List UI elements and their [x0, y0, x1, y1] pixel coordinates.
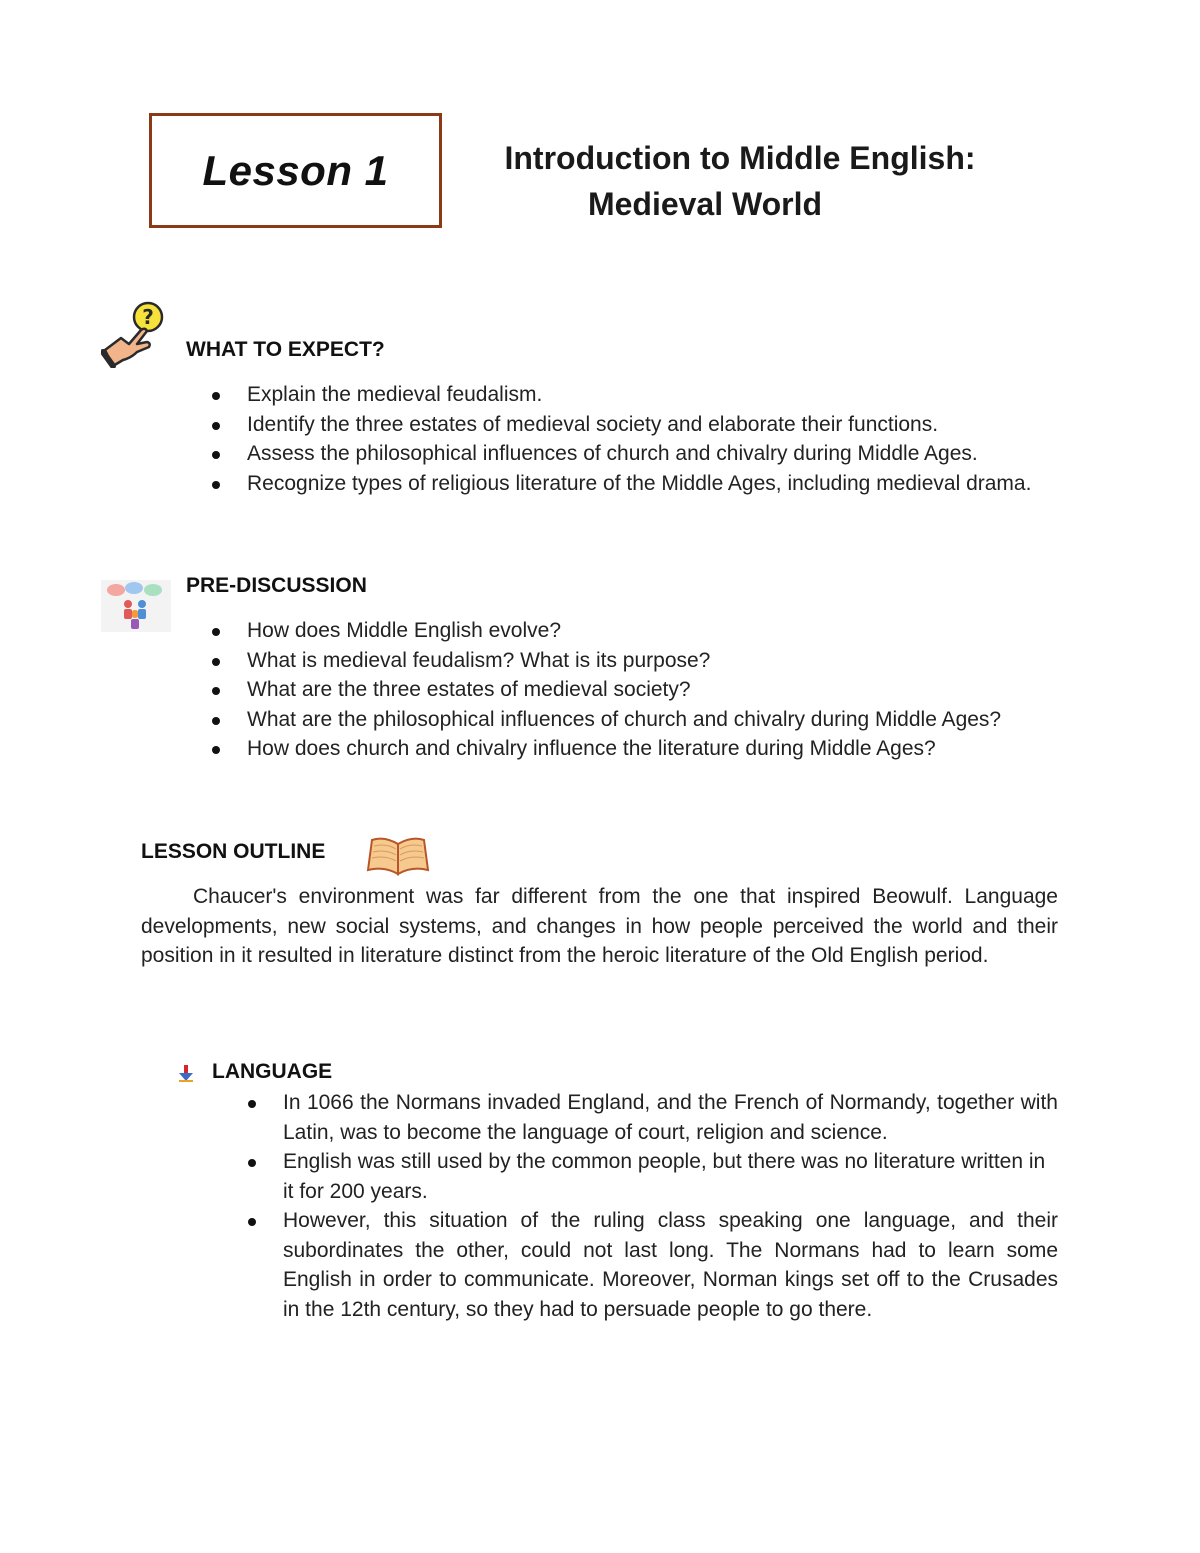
pre-discussion-list	[247, 616, 1059, 764]
bullet-icon	[212, 451, 220, 459]
language-heading: LANGUAGE	[212, 1060, 333, 1083]
bullet-icon	[212, 481, 220, 489]
page-title-line-1: Introduction to Middle English:	[504, 140, 976, 176]
bullet-icon	[212, 658, 220, 666]
lesson-label: Lesson 1	[202, 146, 389, 194]
bullet-icon	[248, 1100, 256, 1108]
list-item: What is medieval feudalism? What is its purpose?	[247, 646, 1059, 676]
lesson-outline-heading: LESSON OUTLINE	[141, 840, 326, 863]
bullet-icon	[212, 687, 220, 695]
list-item: How does church and chivalry influence the literature during Middle Ages?	[247, 734, 1059, 764]
list-item: What are the philosophical influences of church and chivalry during Middle Ages?	[247, 705, 1059, 735]
pointing-hand-question-icon	[101, 300, 171, 368]
list-item: Assess the philosophical influences of church and chivalry during Middle Ages.	[247, 439, 1017, 469]
list-item: Explain the medieval feudalism.	[247, 380, 1067, 410]
language-list	[283, 1088, 1058, 1324]
list-item: How does Middle English evolve?	[247, 616, 1059, 646]
what-to-expect-heading: WHAT TO EXPECT?	[186, 338, 385, 361]
list-item: English was still used by the common people, but there was no literature written in it for 200 years.	[283, 1147, 1058, 1206]
bullet-icon	[212, 628, 220, 636]
bullet-icon	[248, 1159, 256, 1167]
page-title-line-2: Medieval World	[587, 186, 823, 222]
list-item: In 1066 the Normans invaded England, and the French of Normandy, together with Latin, was to become the language of court, religion and science.	[283, 1088, 1058, 1147]
discussion-group-icon	[101, 580, 171, 632]
svg-text:?: ?	[142, 305, 154, 329]
lesson-label-box	[149, 113, 442, 228]
list-item: What are the three estates of medieval society?	[247, 675, 1059, 705]
list-item: Recognize types of religious literature of the Middle Ages, including medieval drama.	[247, 469, 1059, 499]
list-item: However, this situation of the ruling class speaking one language, and their subordinates the other, could not last long. The Normans had to learn some English in order to communicate. Moreover, Norman kings set off to the Crusades in the 12th century, so they had to persuade people to go there.	[283, 1206, 1058, 1324]
arrow-down-bullet-icon	[176, 1064, 196, 1084]
bullet-icon	[212, 746, 220, 754]
bullet-icon	[212, 717, 220, 725]
pre-discussion-heading: PRE-DISCUSSION	[186, 574, 367, 597]
list-item: Identify the three estates of medieval society and elaborate their functions.	[247, 410, 1067, 440]
bullet-icon	[212, 422, 220, 430]
bullet-icon	[212, 392, 220, 400]
open-book-icon	[366, 834, 430, 878]
bullet-icon	[248, 1218, 256, 1226]
lesson-outline-paragraph: Chaucer's environment was far different from the one that inspired Beowulf. Language developments, new social systems, and changes in how people perceived the world and their position in it resulted in literature distinct from the heroic literature of the Old English period.	[141, 885, 1058, 967]
what-to-expect-list	[247, 380, 1067, 498]
